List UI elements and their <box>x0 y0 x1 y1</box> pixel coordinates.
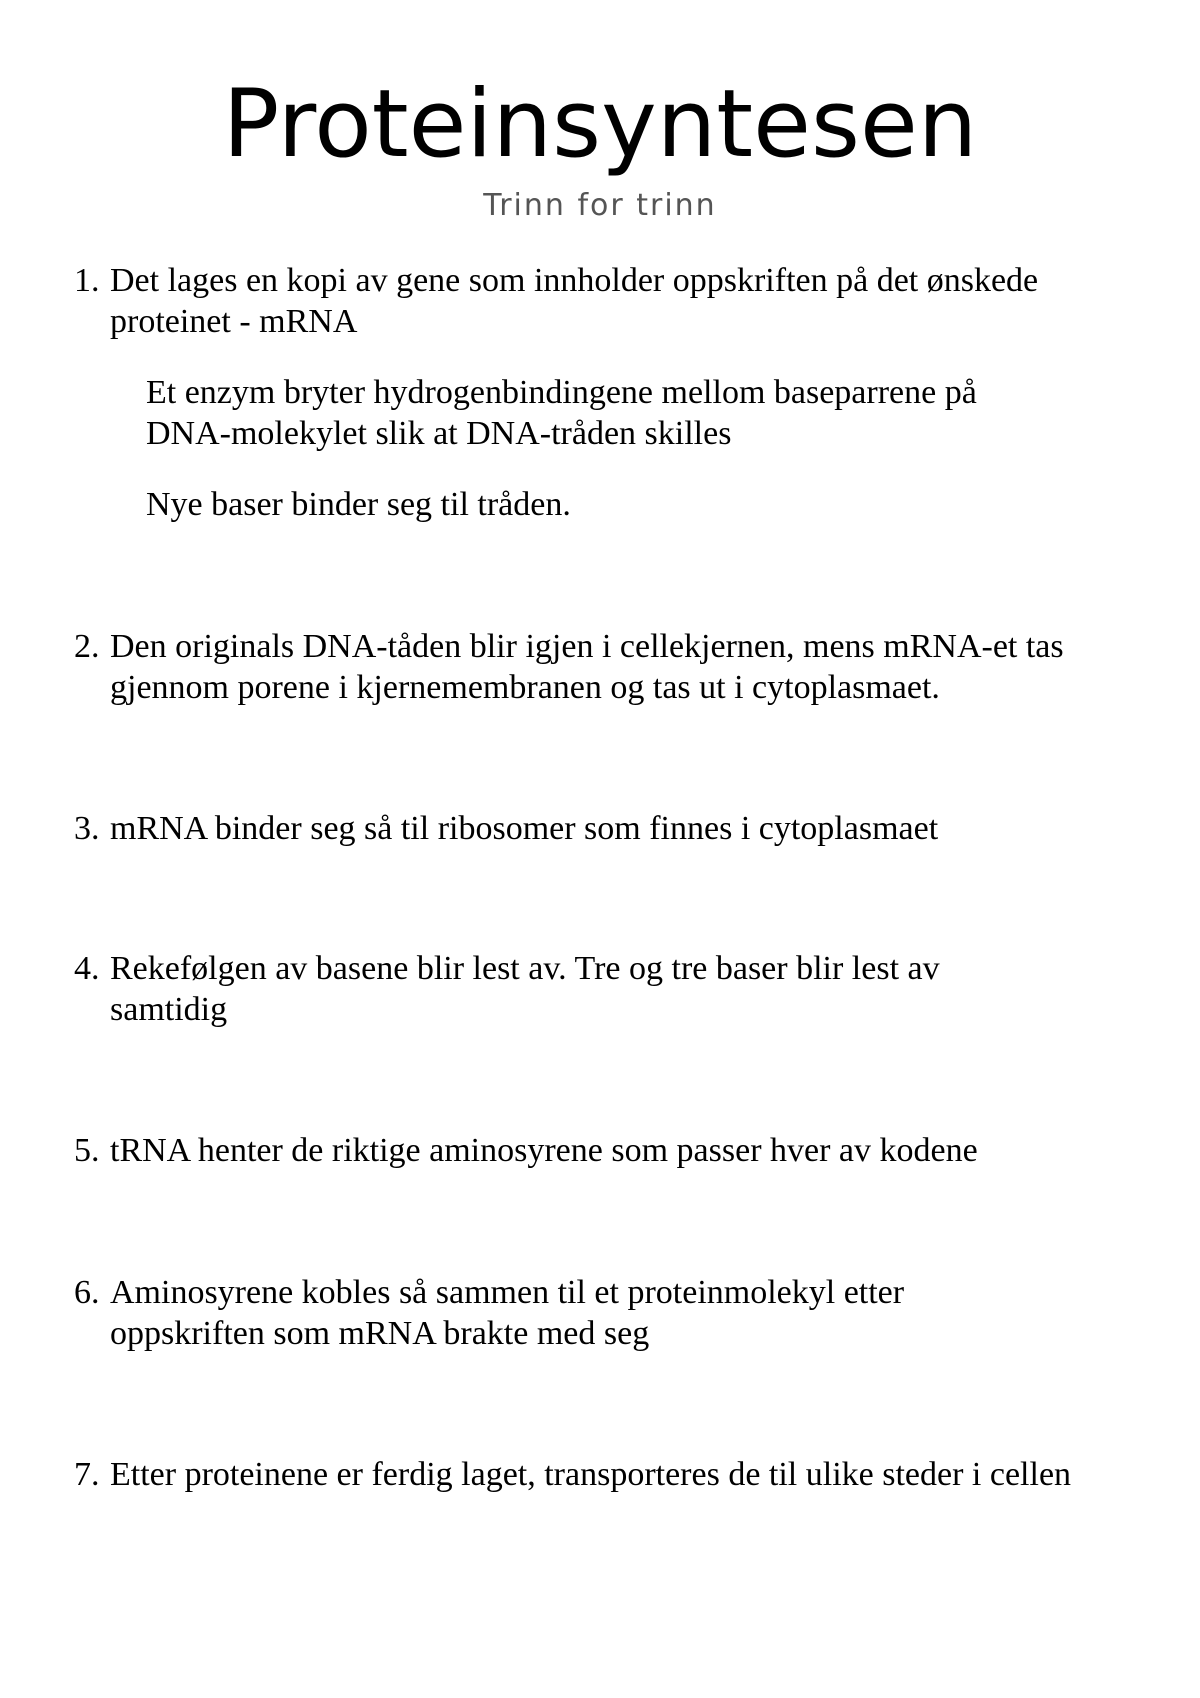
page-subtitle: Trinn for trinn <box>483 188 717 223</box>
step-text: Rekefølgen av basene blir lest av. Tre og tre baser blir lest av samtidig <box>110 950 940 1028</box>
step-1-substep-2: Nye baser binder seg til tråden. <box>146 486 571 523</box>
step-7 <box>74 1454 1144 1495</box>
step-number: 6. <box>74 1274 100 1311</box>
step-number: 5. <box>74 1132 100 1169</box>
step-text: tRNA henter de riktige aminosyrene som passer hver av kodene <box>110 1132 978 1169</box>
step-text: Det lages en kopi av gene som innholder oppskriften på det ønskede proteinet - mRNA <box>110 262 1039 340</box>
step-number: 7. <box>74 1456 100 1493</box>
step-number: 2. <box>74 628 100 665</box>
step-text: Den originals DNA-tåden blir igjen i cellekjernen, mens mRNA-et tas gjennom porene i kjernemembranen og tas ut i cytoplasmaet. <box>110 628 1064 706</box>
step-3 <box>74 808 1144 849</box>
step-1-substep-1: Et enzym bryter hydrogenbindingene mellom baseparrene på DNA-molekylet slik at DNA-tråden skilles <box>146 374 977 452</box>
step-2 <box>74 626 1144 708</box>
step-1 <box>74 260 1144 342</box>
step-number: 1. <box>74 262 100 299</box>
step-4 <box>74 948 1144 1030</box>
step-number: 4. <box>74 950 100 987</box>
step-text: Etter proteinene er ferdig laget, transporteres de til ulike steder i cellen <box>110 1456 1072 1493</box>
step-text: Aminosyrene kobles så sammen til et proteinmolekyl etter oppskriften som mRNA brakte med seg <box>110 1274 905 1352</box>
page-title: Proteinsyntesen <box>222 70 978 179</box>
step-6 <box>74 1272 1144 1354</box>
step-number: 3. <box>74 810 100 847</box>
step-text: mRNA binder seg så til ribosomer som finnes i cytoplasmaet <box>110 810 939 847</box>
step-5 <box>74 1130 1144 1171</box>
